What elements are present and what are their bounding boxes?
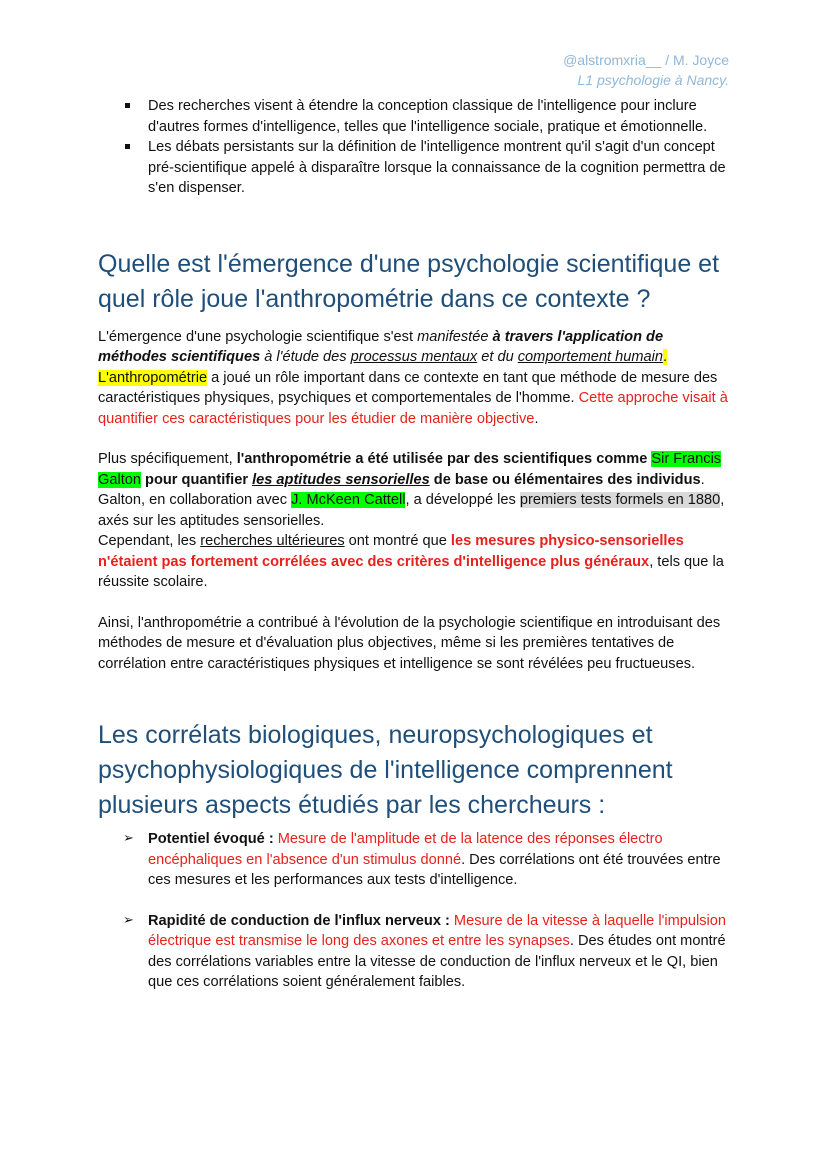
- course-label: L1 psychologie à Nancy.: [577, 72, 729, 88]
- section-heading-correlates: Les corrélats biologiques, neuropsychologiques et psychophysiologiques de l'intelligence comprennent plusieurs aspects étudiés par les chercheurs :: [98, 721, 673, 819]
- paragraph-galton: Plus spécifiquement, l'anthropométrie a été utilisée par des scientifiques comme Sir Francis Galton pour quantifier les aptitudes sensorielles de base ou élémentaires des individus. Galton, en collaboration avec J. McKeen Cattell, a développé les premiers tests formels en 1880, axés sur les aptitudes sensorielles. Cependant, les recherches ultérieures ont montré que les mesures physico-sensorielles n'étaient pas fortement corrélées avec des critères d'intelligence plus généraux, tels que la réussite scolaire.: [98, 451, 725, 590]
- bullet-item: Des recherches visent à étendre la conception classique de l'intelligence pour inclure d'autres formes d'intelligence, telles que l'intelligence sociale, pratique et émotionnelle.: [148, 96, 730, 137]
- author-credit: @alstromxria__ / M. Joyce: [563, 52, 729, 68]
- paragraph-emergence: L'émergence d'une psychologie scientifique s'est manifestée à travers l'application de méthodes scientifiques à l'étude des processus mentaux et du comportement humain. L'anthropométrie a joué un rôle important dans ce contexte en tant que méthode de mesure des caractéristiques physiques, psychiques et comportementales de l'homme. Cette approche visait à quantifier ces caractéristiques pour les étudier de manière objective.: [98, 328, 728, 427]
- section-heading-anthropometry: Quelle est l'émergence d'une psychologie scientifique et quel rôle joue l'anthropométrie dans ce contexte ?: [98, 249, 720, 313]
- bullet-item: Les débats persistants sur la définition de l'intelligence montrent qu'il s'agit d'un concept pré-scientifique appelé à disparaître lorsque la connaissance de la cognition permettra de s'en dispenser.: [148, 137, 730, 199]
- correlate-item-evoked-potential: ➢ Potentiel évoqué : Mesure de l'amplitude et de la latence des réponses électro encéphaliques en l'absence d'un stimulus donné. Des corrélations ont été trouvées entre ces mesures et les performances aux tests d'intelligence.: [148, 829, 730, 891]
- intro-bullet-list: [98, 96, 730, 199]
- page-header: [563, 50, 729, 90]
- paragraph-conclusion: Ainsi, l'anthropométrie a contribué à l'évolution de la psychologie scientifique en introduisant des méthodes de mesure et d'évaluation plus objectives, même si les premières tentatives de corrélation entre caractéristiques physiques et intelligence se sont révélées peu fructueuses.: [98, 614, 721, 672]
- correlate-item-nerve-conduction: ➢ Rapidité de conduction de l'influx nerveux : Mesure de la vitesse à laquelle l'impulsion électrique est transmise le long des axones et entre les synapses. Des études ont montré des corrélations variables entre la vitesse de conduction de l'influx nerveux et le QI, bien que ces corrélations soient généralement faibles.: [148, 911, 730, 993]
- highlight-cattell: J. McKeen Cattell: [291, 492, 406, 508]
- highlight-anthropometrie: . L'anthropométrie: [98, 349, 668, 386]
- highlight-tests-1880: premiers tests formels en 1880: [519, 492, 721, 508]
- correlates-list: [98, 829, 730, 993]
- document-body: [98, 96, 730, 993]
- highlight-galton: Sir Francis Galton: [98, 451, 722, 488]
